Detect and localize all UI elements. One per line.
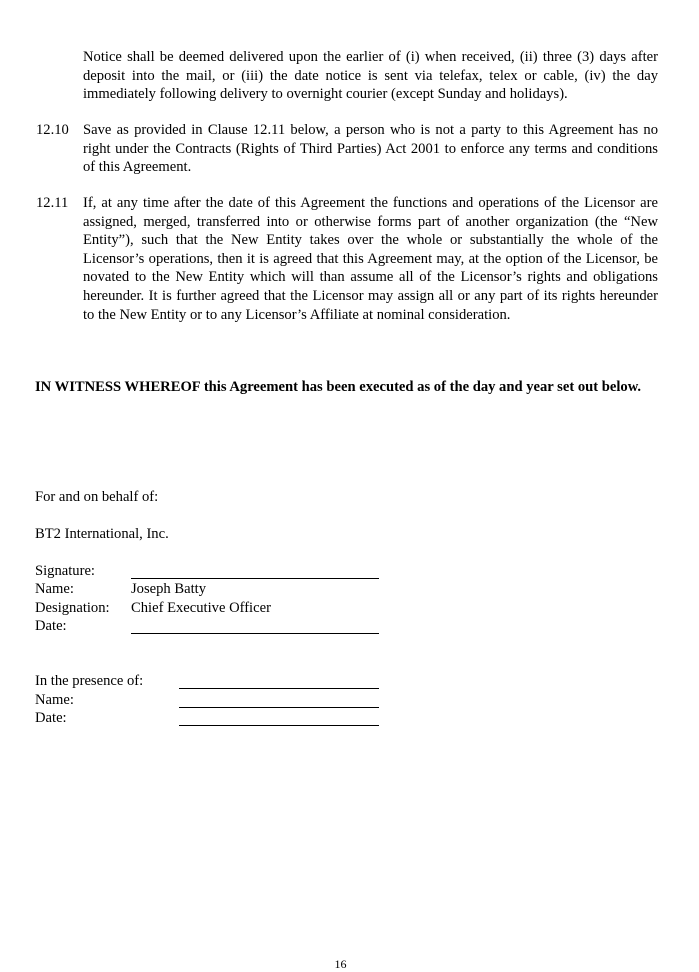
- date-line: [131, 633, 379, 634]
- clause-number-12-10: 12.10: [36, 122, 69, 138]
- on-behalf-label: For and on behalf of:: [35, 489, 159, 505]
- notice-paragraph: Notice shall be deemed delivered upon the earlier of (i) when received, (ii) three (3) days after deposit into the mail, or (iii) the date notice is sent via telefax, telex or cable, (iv) the day immediately following delivery to overnight courier (except Sunday and holidays).: [83, 49, 658, 103]
- witness-statement: IN WITNESS WHEREOF this Agreement has been executed as of the day and year set out below.: [35, 379, 642, 395]
- clause-text-12-10: Save as provided in Clause 12.11 below, a person who is not a party to this Agreement has no right under the Contracts (Rights of Third Parties) Act 2001 to enforce any terms and conditions of this Agreement.: [83, 122, 658, 176]
- page-number: 16: [334, 957, 347, 971]
- witness-date-line: [179, 725, 379, 726]
- designation-label: Designation:: [35, 600, 110, 616]
- presence-line: [179, 688, 379, 689]
- witness-name-label: Name:: [35, 692, 74, 708]
- signature-label: Signature:: [35, 563, 95, 579]
- date-label: Date:: [35, 618, 67, 634]
- company-name: BT2 International, Inc.: [35, 526, 169, 542]
- clause-text-12-11: If, at any time after the date of this Agreement the functions and operations of the Licensor are assigned, merged, transferred into or otherwise forms part of another organization (the “New Entity”), such that the New Entity takes over the whole or substantially the whole of the Licensor’s operations, then it is agreed that this Agreement may, at the option of the Licensor, be novated to the New Entity which will than assume all of the Licensor’s rights and obligations hereunder. It is further agreed that the Licensor may assign all or any part of its rights hereunder to the New Entity or to any Licensor’s Affiliate at nominal consideration.: [83, 195, 658, 323]
- name-value: Joseph Batty: [131, 581, 206, 597]
- designation-value: Chief Executive Officer: [131, 600, 271, 616]
- presence-label: In the presence of:: [35, 673, 144, 689]
- signature-line: [131, 578, 379, 579]
- clause-number-12-11: 12.11: [36, 195, 69, 211]
- witness-name-line: [179, 707, 379, 708]
- witness-date-label: Date:: [35, 710, 67, 726]
- name-label: Name:: [35, 581, 74, 597]
